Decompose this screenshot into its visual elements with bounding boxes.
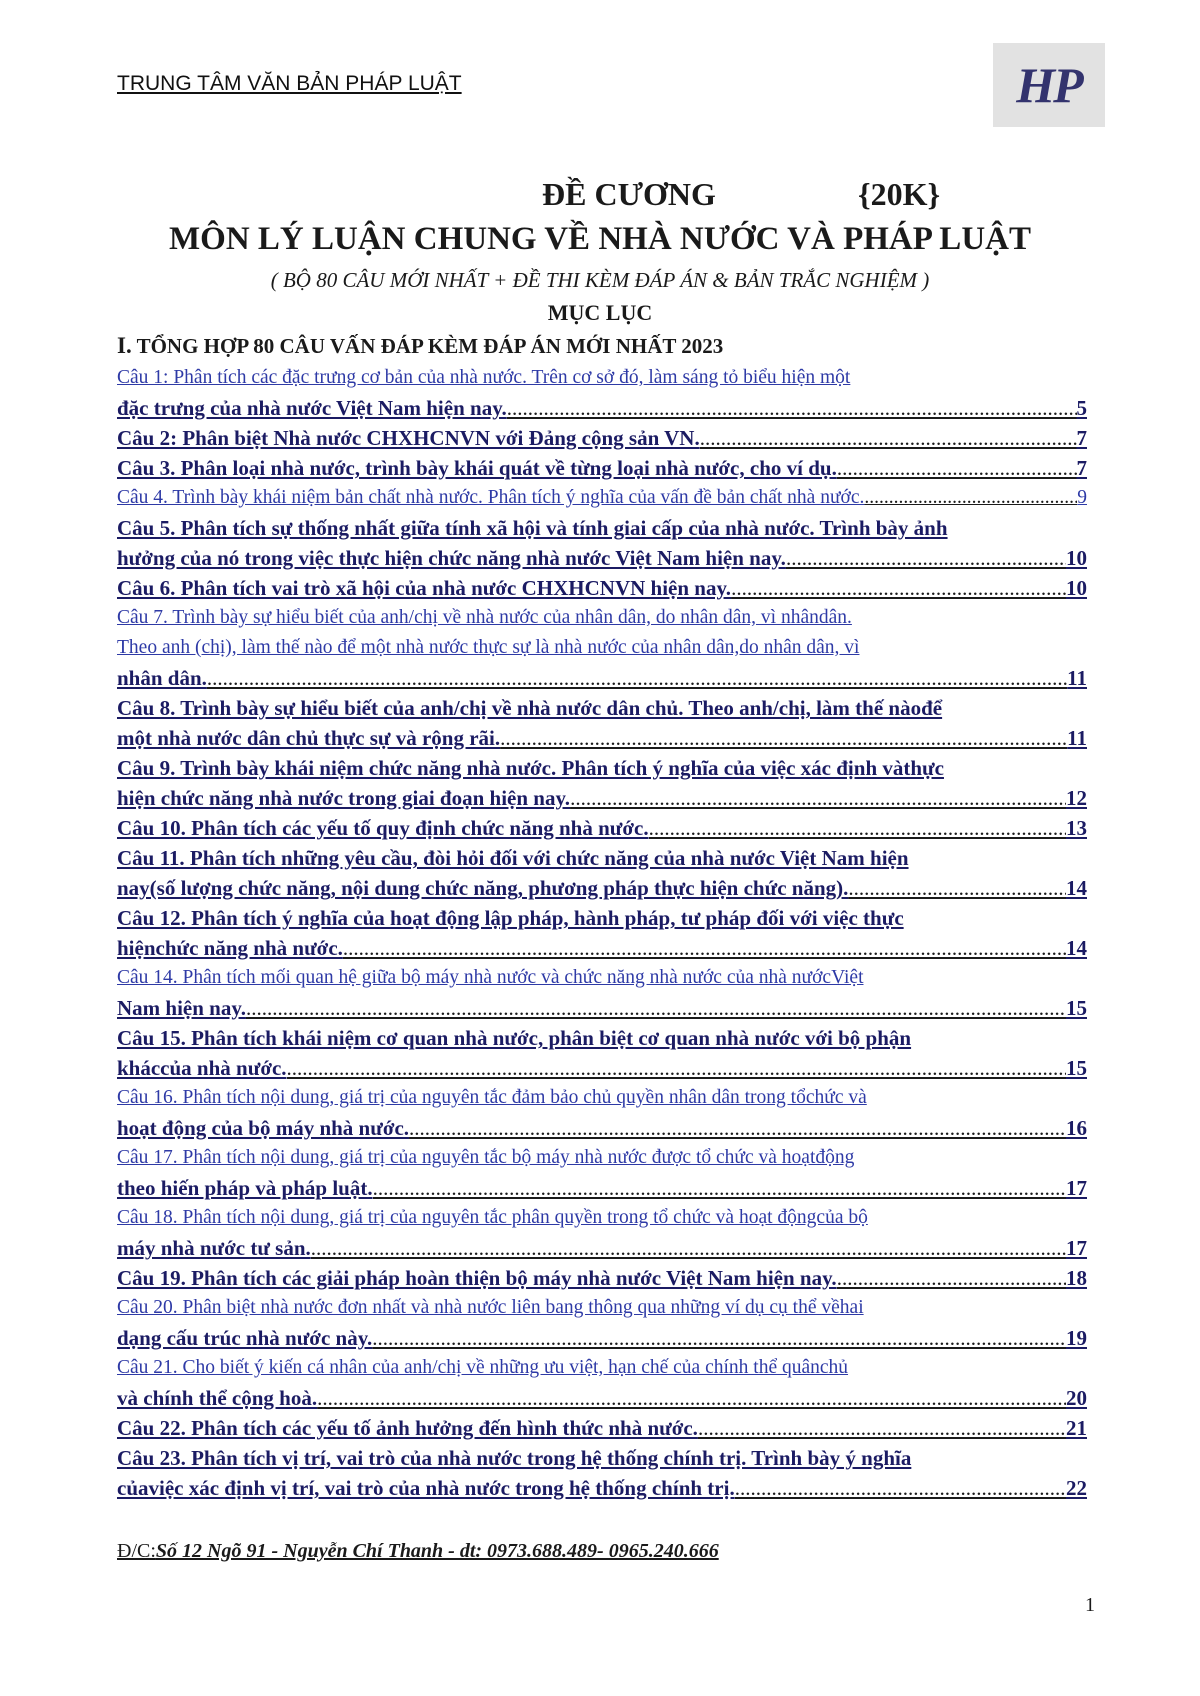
toc-page-number[interactable]: 9 — [1077, 487, 1087, 508]
toc-entry-line — [117, 1413, 1087, 1443]
toc-entry-text[interactable]: nhân dân. — [117, 666, 207, 690]
toc-entry[interactable] — [117, 753, 1087, 813]
toc-page-number[interactable]: 14 — [1066, 936, 1087, 960]
toc-entry-text[interactable]: Câu 3. Phân loại nhà nước, trình bày khái quát về từng loại nhà nước, cho ví dụ. — [117, 456, 837, 480]
toc-dot-leader — [373, 1173, 1066, 1203]
toc-entry-line — [117, 693, 1087, 723]
toc-entry-text[interactable]: Nam hiện nay. — [117, 996, 246, 1020]
toc-page-number[interactable]: 19 — [1066, 1326, 1087, 1350]
toc-entry-text[interactable]: Câu 16. Phân tích nội dung, giá trị của nguyên tắc đảm bảo chủ quyền nhân dân trong tổchức và — [117, 1087, 867, 1108]
toc-entry-line — [117, 453, 1087, 483]
toc-page-number[interactable]: 5 — [1076, 396, 1087, 420]
toc-entry-line — [117, 723, 1087, 753]
table-of-contents — [117, 363, 1087, 1503]
toc-entry-line — [117, 1113, 1087, 1143]
toc-entry-line — [117, 903, 1087, 933]
toc-dot-leader — [507, 393, 1077, 423]
toc-entry-line — [117, 1053, 1087, 1083]
toc-entry-line — [117, 1263, 1087, 1293]
toc-entry-line — [117, 843, 1087, 873]
toc-entry-line — [117, 1443, 1087, 1473]
toc-entry-text[interactable]: củaviệc xác định vị trí, vai trò của nhà nước trong hệ thống chính trị. — [117, 1476, 735, 1500]
toc-entry-line — [117, 663, 1087, 693]
toc-entry-line — [117, 393, 1087, 423]
toc-title: MỤC LỤC — [547, 300, 653, 325]
toc-entry-line — [117, 603, 1087, 633]
toc-entry-text[interactable]: đặc trưng của nhà nước Việt Nam hiện nay. — [117, 396, 507, 420]
toc-dot-leader — [287, 1053, 1066, 1083]
toc-dot-leader — [698, 1413, 1066, 1443]
toc-entry-text[interactable]: Câu 1: Phân tích các đặc trưng cơ bản của nhà nước. Trên cơ sở đó, làm sáng tỏ biểu hiện một — [117, 367, 851, 388]
toc-entry-text[interactable]: Câu 2: Phân biệt Nhà nước CHXHCNVN với Đảng cộng sản VN. — [117, 426, 700, 450]
toc-dot-leader — [311, 1233, 1066, 1263]
toc-entry-line — [117, 543, 1087, 573]
toc-entry[interactable] — [117, 1293, 1087, 1353]
toc-entry[interactable] — [117, 693, 1087, 753]
toc-entry[interactable] — [117, 1353, 1087, 1413]
toc-entry[interactable] — [117, 453, 1087, 483]
toc-entry-text[interactable]: Câu 23. Phân tích vị trí, vai trò của nhà nước trong hệ thống chính trị. Trình bày ý nghĩa — [117, 1446, 912, 1470]
toc-entry-text[interactable]: Theo anh (chị), làm thế nào để một nhà nước thực sự là nhà nước của nhân dân,do nhân dân, vì — [117, 637, 860, 658]
toc-page-number[interactable]: 18 — [1066, 1266, 1087, 1290]
address-value: Số 12 Ngõ 91 - Nguyễn Chí Thanh - dt: 0973.688.489- 0965.240.666 — [155, 1540, 719, 1562]
toc-page-number[interactable]: 13 — [1066, 816, 1087, 840]
toc-entry-line — [117, 423, 1087, 453]
toc-page-number[interactable]: 16 — [1066, 1116, 1087, 1140]
toc-entry-line — [117, 783, 1087, 813]
toc-entry-line — [117, 873, 1087, 903]
toc-dot-leader — [731, 573, 1066, 603]
toc-dot-leader — [500, 723, 1067, 753]
toc-entry-text[interactable]: Câu 21. Cho biết ý kiến cá nhân của anh/chị về những ưu việt, hạn chế của chính thể quânchủ — [117, 1357, 849, 1378]
toc-entry-text[interactable]: Câu 15. Phân tích khái niệm cơ quan nhà nước, phân biệt cơ quan nhà nước với bộ phận — [117, 1026, 912, 1050]
logo-text: HP — [1016, 57, 1082, 113]
toc-entry[interactable] — [117, 843, 1087, 903]
toc-entry[interactable] — [117, 1413, 1087, 1443]
toc-entry[interactable] — [117, 1203, 1087, 1263]
toc-entry[interactable] — [117, 1443, 1087, 1503]
toc-entry-text[interactable]: Câu 4. Trình bày khái niệm bản chất nhà nước. Phân tích ý nghĩa của vấn đề bản chất nhà nước. — [117, 487, 865, 508]
subject-subtitle: ( BỘ 80 CÂU MỚI NHẤT + ĐỀ THI KÈM ĐÁP ÁN & BẢN TRẮC NGHIỆM ) — [270, 268, 930, 292]
toc-page-number[interactable]: 22 — [1066, 1476, 1087, 1500]
toc-entry-text[interactable]: máy nhà nước tư sản. — [117, 1236, 311, 1260]
toc-entry-line — [117, 1353, 1087, 1383]
toc-entry-text[interactable]: Câu 7. Trình bày sự hiểu biết của anh/chị về nhà nước của nhân dân, do nhân dân, vì nhândân. — [117, 607, 852, 628]
toc-entry-text[interactable]: nay(số lượng chức năng, nội dung chức năng, phương pháp thực hiện chức năng). — [117, 876, 849, 900]
toc-entry[interactable] — [117, 513, 1087, 573]
toc-dot-leader — [837, 1263, 1066, 1293]
toc-entry-text[interactable]: hiệnchức năng nhà nước. — [117, 936, 343, 960]
toc-entry[interactable] — [117, 573, 1087, 603]
section-title: TỔNG HỢP 80 CÂU VẤN ĐÁP KÈM ĐÁP ÁN MỚI NHẤT 2023 — [131, 334, 724, 358]
toc-dot-leader — [700, 423, 1077, 453]
toc-entry-text[interactable]: Câu 18. Phân tích nội dung, giá trị của nguyên tắc phân quyền trong tổ chức và hoạt độngcủa bộ — [117, 1207, 868, 1228]
toc-page-number[interactable]: 10 — [1066, 576, 1087, 600]
hp-logo — [993, 43, 1105, 127]
organization-name: TRUNG TÂM VĂN BẢN PHÁP LUẬT — [117, 72, 462, 95]
toc-entry-line — [117, 483, 1087, 513]
toc-entry-line — [117, 1323, 1087, 1353]
toc-entry[interactable] — [117, 483, 1087, 513]
toc-entry-text[interactable]: một nhà nước dân chủ thực sự và rộng rãi. — [117, 726, 501, 750]
toc-entry-text[interactable]: Câu 17. Phân tích nội dung, giá trị của nguyên tắc bộ máy nhà nước được tổ chức và hoạtđộng — [117, 1147, 855, 1168]
toc-dot-leader — [207, 663, 1067, 693]
toc-page-number[interactable]: 12 — [1066, 786, 1087, 810]
toc-entry-line — [117, 1383, 1087, 1413]
toc-entry-line — [117, 1143, 1087, 1173]
toc-entry-line — [117, 1023, 1087, 1053]
toc-entry[interactable] — [117, 963, 1087, 1023]
toc-entry[interactable] — [117, 363, 1087, 423]
toc-page-number[interactable]: 11 — [1067, 726, 1087, 750]
toc-entry-text[interactable]: Câu 19. Phân tích các giải pháp hoàn thiện bộ máy nhà nước Việt Nam hiện nay. — [117, 1266, 837, 1290]
toc-page-number[interactable]: 10 — [1066, 546, 1087, 570]
toc-entry-text[interactable]: Câu 6. Phân tích vai trò xã hội của nhà nước CHXHCNVN hiện nay. — [117, 576, 732, 600]
toc-dot-leader — [343, 933, 1066, 963]
toc-entry-line — [117, 513, 1087, 543]
toc-entry-text[interactable]: Câu 20. Phân biệt nhà nước đơn nhất và nhà nước liên bang thông qua những ví dụ cụ thể vềhai — [117, 1297, 864, 1318]
toc-entry-text[interactable]: hưởng của nó trong việc thực hiện chức năng nhà nước Việt Nam hiện nay. — [117, 546, 786, 570]
toc-page-number[interactable]: 7 — [1076, 426, 1087, 450]
toc-entry-text[interactable]: Câu 9. Trình bày khái niệm chức năng nhà nước. Phân tích ý nghĩa của việc xác định vàthực — [117, 756, 944, 780]
toc-entry[interactable] — [117, 1263, 1087, 1293]
toc-entry[interactable] — [117, 423, 1087, 453]
toc-entry-line — [117, 993, 1087, 1023]
toc-dot-leader — [246, 993, 1066, 1023]
toc-entry-text[interactable]: Câu 10. Phân tích các yếu tố quy định chức năng nhà nước. — [117, 816, 649, 840]
toc-entry-text[interactable]: Câu 5. Phân tích sự thống nhất giữa tính xã hội và tính giai cấp của nhà nước. Trình bày ảnh — [117, 516, 948, 540]
toc-dot-leader — [649, 813, 1066, 843]
toc-entry-line — [117, 1203, 1087, 1233]
toc-dot-leader — [735, 1473, 1066, 1503]
toc-entry-line — [117, 813, 1087, 843]
footer-address — [117, 1540, 719, 1563]
toc-entry[interactable] — [117, 903, 1087, 963]
toc-page-number[interactable]: 17 — [1066, 1236, 1087, 1260]
toc-entry[interactable] — [117, 1143, 1087, 1203]
toc-dot-leader — [837, 453, 1077, 483]
toc-entry[interactable] — [117, 813, 1087, 843]
title-code: {20K} — [858, 176, 941, 212]
toc-page-number[interactable]: 15 — [1066, 996, 1087, 1020]
toc-entry-text[interactable]: Câu 8. Trình bày sự hiểu biết của anh/chị về nhà nước dân chủ. Theo anh/chị, làm thế nàođể — [117, 696, 943, 720]
toc-page-number[interactable]: 7 — [1076, 456, 1087, 480]
toc-entry-text[interactable]: hiện chức năng nhà nước trong giai đoạn hiện nay. — [117, 786, 571, 810]
toc-entry-line — [117, 1233, 1087, 1263]
page-number: 1 — [1085, 1594, 1095, 1616]
toc-entry-text[interactable]: Câu 22. Phân tích các yếu tố ảnh hưởng đến hình thức nhà nước. — [117, 1416, 698, 1440]
toc-entry-line — [117, 573, 1087, 603]
toc-entry[interactable] — [117, 1023, 1087, 1083]
toc-entry-line — [117, 363, 1087, 393]
toc-entry-text[interactable]: hoạt động của bộ máy nhà nước. — [117, 1116, 410, 1140]
toc-entry-line — [117, 633, 1087, 663]
toc-entry-line — [117, 1293, 1087, 1323]
toc-dot-leader — [409, 1113, 1066, 1143]
toc-entry-line — [117, 933, 1087, 963]
title-de-cuong: ĐỀ CƯƠNG — [542, 176, 716, 212]
toc-entry[interactable] — [117, 1083, 1087, 1143]
toc-dot-leader — [317, 1383, 1066, 1413]
address-label: Đ/C: — [117, 1540, 156, 1562]
toc-entry[interactable] — [117, 603, 1087, 693]
toc-page-number[interactable]: 14 — [1066, 876, 1087, 900]
toc-entry-line — [117, 963, 1087, 993]
toc-dot-leader — [570, 783, 1066, 813]
toc-dot-leader — [372, 1323, 1066, 1353]
section-number: I. — [117, 333, 132, 358]
toc-entry-text[interactable]: Câu 12. Phân tích ý nghĩa của hoạt động lập pháp, hành pháp, tư pháp đối với việc thực — [117, 906, 904, 930]
toc-entry-text[interactable]: kháccủa nhà nước. — [117, 1056, 287, 1080]
toc-entry-line — [117, 753, 1087, 783]
toc-dot-leader — [848, 873, 1066, 903]
toc-entry-text[interactable]: Câu 14. Phân tích mối quan hệ giữa bộ máy nhà nước và chức năng nhà nước của nhà nướcViệt — [117, 967, 864, 988]
toc-entry-text[interactable]: dạng cấu trúc nhà nước này. — [117, 1326, 373, 1350]
toc-page-number[interactable]: 20 — [1066, 1386, 1087, 1410]
toc-page-number[interactable]: 15 — [1066, 1056, 1087, 1080]
toc-entry-line — [117, 1473, 1087, 1503]
toc-entry-line — [117, 1083, 1087, 1113]
subject-title: MÔN LÝ LUẬN CHUNG VỀ NHÀ NƯỚC VÀ PHÁP LUẬT — [169, 221, 1031, 257]
toc-dot-leader — [864, 483, 1077, 513]
toc-entry-line — [117, 1173, 1087, 1203]
toc-entry-text[interactable]: theo hiến pháp và pháp luật. — [117, 1176, 373, 1200]
toc-page-number[interactable]: 17 — [1066, 1176, 1087, 1200]
toc-page-number[interactable]: 11 — [1067, 666, 1087, 690]
toc-page-number[interactable]: 21 — [1066, 1416, 1087, 1440]
toc-entry-text[interactable]: và chính thể cộng hoà. — [117, 1386, 318, 1410]
section-heading — [117, 333, 723, 359]
toc-dot-leader — [786, 543, 1066, 573]
toc-entry-text[interactable]: Câu 11. Phân tích những yêu cầu, đòi hỏi đối với chức năng của nhà nước Việt Nam hiện — [117, 846, 909, 870]
